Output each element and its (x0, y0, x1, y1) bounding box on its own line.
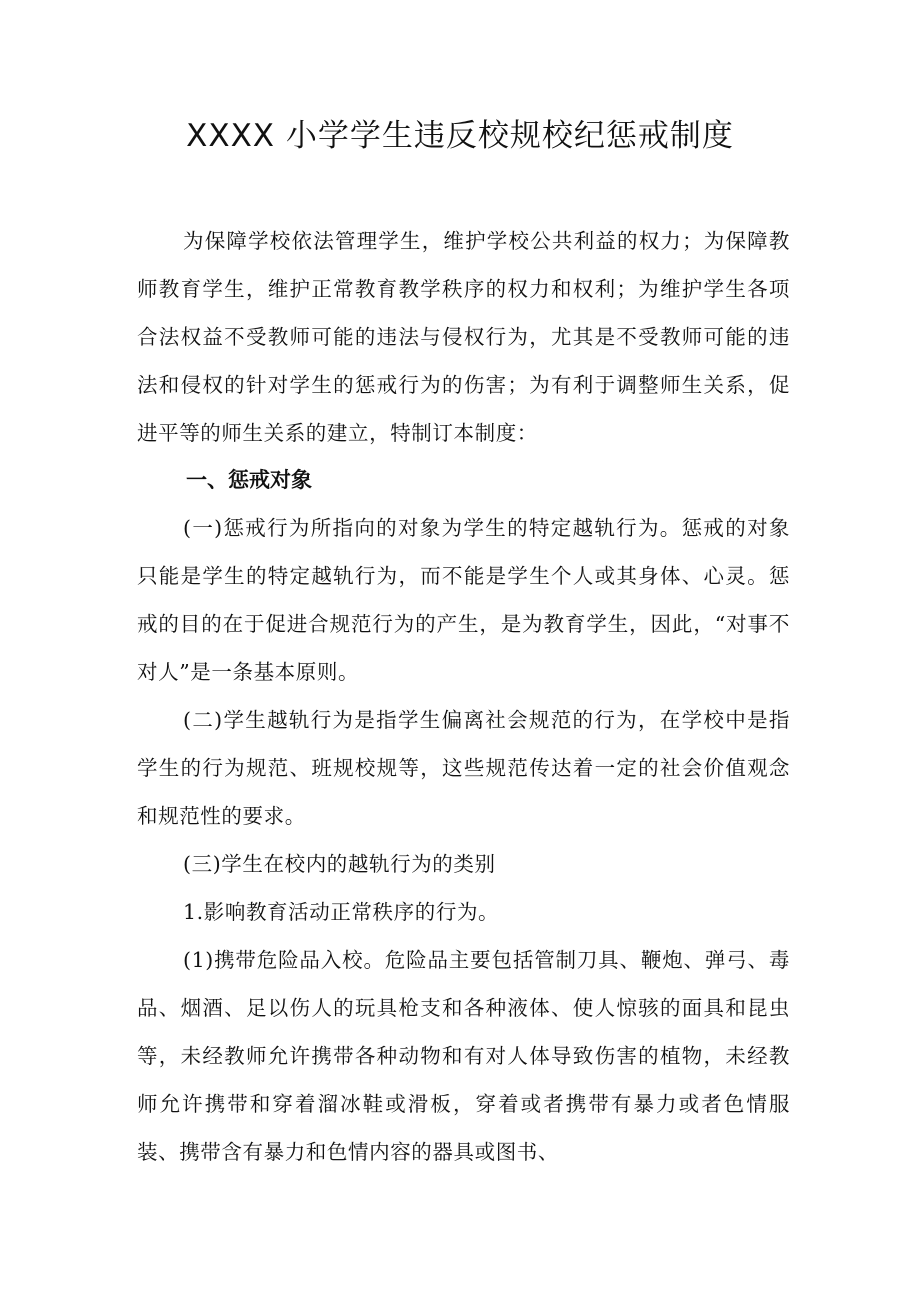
intro-paragraph: 为保障学校依法管理学生，维护学校公共利益的权力；为保障教师教育学生，维护正常教育教学秩序的权力和权利；为维护学生各项合法权益不受教师可能的违法与侵权行为，尤其是不受教师可能的违法和侵权的针对学生的惩戒行为的伤害；为有利于调整师生关系，促进平等的师生关系的建立，特制订本制度： (137, 229, 790, 445)
paragraph-punishment-target: (一)惩戒行为所指向的对象为学生的特定越轨行为。惩戒的对象只能是学生的特定越轨行为，而不能是学生个人或其身体、心灵。惩戒的目的在于促进合规范行为的产生，是为教育学生，因此，“对事不对人”是一条基本原则。 (137, 516, 790, 684)
paragraph-behavior-categories: (三)学生在校内的越轨行为的类别 (183, 852, 496, 876)
paragraph-item-1: 1.影响教育活动正常秩序的行为。 (183, 900, 500, 924)
section-heading: 一、惩戒对象 (186, 468, 312, 492)
paragraph-deviant-behavior: (二)学生越轨行为是指学生偏离社会规范的行为，在学校中是指学生的行为规范、班规校规等，这些规范传达着一定的社会价值观念和规范性的要求。 (137, 708, 790, 828)
document-title: XXXX 小学学生违反校规校纪惩戒制度 (186, 118, 734, 154)
paragraph-dangerous-items: (1)携带危险品入校。危险品主要包括管制刀具、鞭炮、弹弓、毒品、烟酒、足以伤人的玩具枪支和各种液体、使人惊骇的面具和昆虫等，未经教师允许携带各种动物和有对人体导致伤害的植物，未经教师允许携带和穿着溜冰鞋或滑板，穿着或者携带有暴力或者色情服装、携带含有暴力和色情内容的器具或图书、 (137, 948, 790, 1164)
